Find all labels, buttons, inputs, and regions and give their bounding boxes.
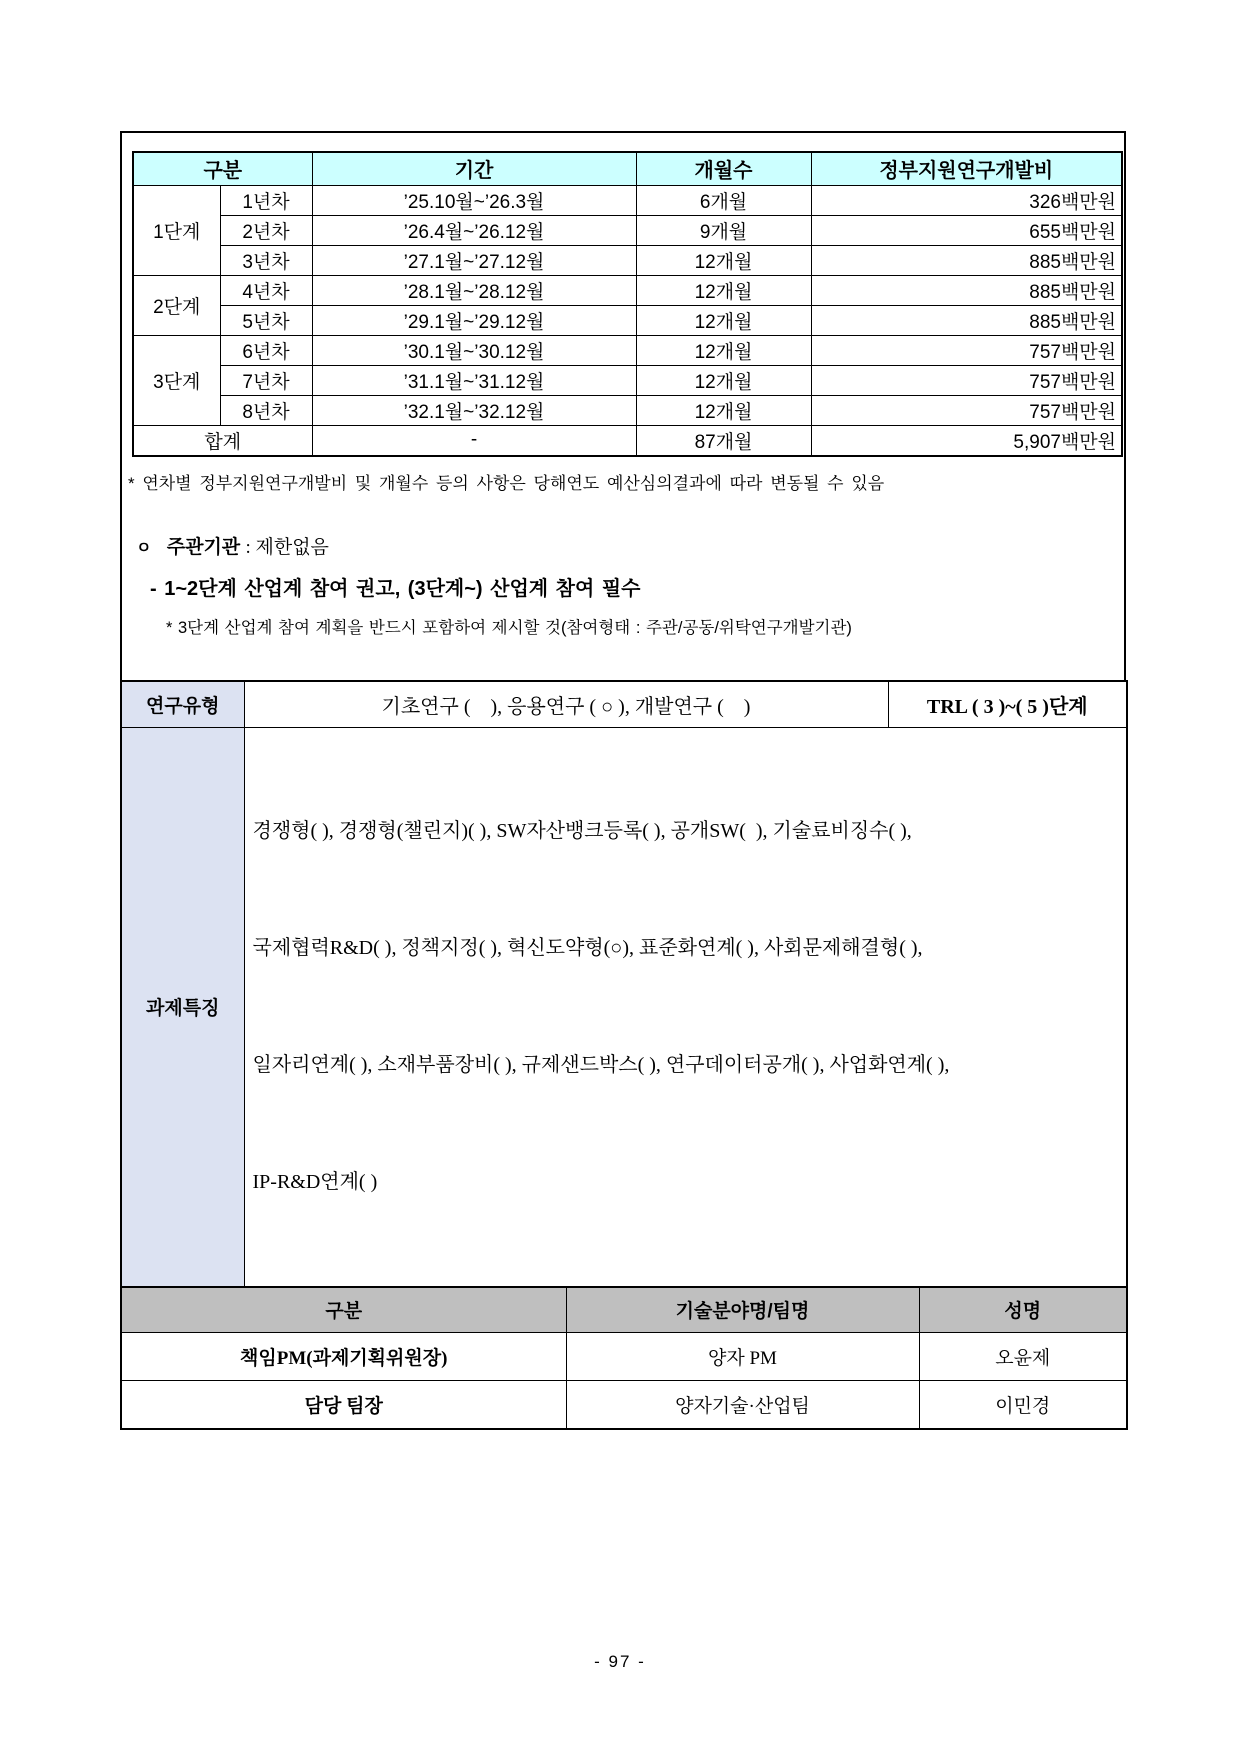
stage-cell: 2단계 (133, 275, 220, 335)
schedule-row (133, 305, 1122, 335)
budget-cell: 885백만원 (811, 245, 1122, 275)
months-cell: 6개월 (636, 185, 811, 215)
schedule-table-note: * 연차별 정부지원연구개발비 및 개월수 등의 사항은 당해연도 예산심의결과에 따라 변동될 수 있음 (128, 474, 885, 493)
staff-role-cell: 담당 팀장 (121, 1381, 566, 1429)
lead-organization-label: 주관기관 (166, 537, 241, 558)
staff-name-cell: 오윤제 (919, 1333, 1127, 1381)
task-features-line: IP-R&D연계( ) (252, 1170, 378, 1193)
months-cell: 9개월 (636, 215, 811, 245)
schedule-header-budget: 정부지원연구개발비 (811, 152, 1122, 185)
task-features-content (244, 727, 1127, 1287)
industry-participation-line: - 1~2단계 산업계 참여 권고, (3단계~) 산업계 참여 필수 (150, 578, 641, 600)
task-features-row (121, 727, 1127, 1287)
year-cell: 7년차 (220, 365, 312, 395)
months-cell: 12개월 (636, 395, 811, 425)
research-type-row (121, 681, 1127, 727)
period-cell: ’28.1월~’28.12월 (312, 275, 636, 305)
period-cell: ’25.10월~’26.3월 (312, 185, 636, 215)
trl-range: TRL ( 3 )~( 5 )단계 (888, 681, 1127, 727)
lead-organization-line (136, 535, 1124, 562)
budget-cell: 885백만원 (811, 305, 1122, 335)
document-content (120, 131, 1126, 1430)
task-features-line: 일자리연계( ), 소재부품장비( ), 규제샌드박스( ), 연구데이터공개( ), 사업화연계( ), (252, 1053, 950, 1076)
total-period-cell: - (312, 425, 636, 456)
schedule-header-period: 기간 (312, 152, 636, 185)
schedule-row (133, 335, 1122, 365)
period-cell: ’31.1월~’31.12월 (312, 365, 636, 395)
months-cell: 12개월 (636, 365, 811, 395)
page-number: - 97 - (594, 1652, 646, 1671)
schedule-row (133, 395, 1122, 425)
period-cell: ’29.1월~’29.12월 (312, 305, 636, 335)
schedule-row (133, 275, 1122, 305)
total-budget-cell: 5,907백만원 (811, 425, 1122, 456)
schedule-row (133, 245, 1122, 275)
schedule-total-row (133, 425, 1122, 456)
research-type-table (120, 680, 1128, 1288)
research-type-options: 기초연구 ( ), 응용연구 ( ○ ), 개발연구 ( ) (244, 681, 888, 727)
months-cell: 12개월 (636, 275, 811, 305)
staff-team-cell: 양자 PM (566, 1333, 919, 1381)
lead-organization-value: : 제한없음 (245, 537, 329, 558)
staff-name-cell: 이민경 (919, 1381, 1127, 1429)
year-cell: 1년차 (220, 185, 312, 215)
task-features-line: 국제협력R&D( ), 정책지정( ), 혁신도약형(○), 표준화연계( ), 사회문제해결형( ), (252, 936, 923, 959)
year-cell: 4년차 (220, 275, 312, 305)
period-cell: ’32.1월~’32.12월 (312, 395, 636, 425)
months-cell: 12개월 (636, 305, 811, 335)
year-cell: 6년차 (220, 335, 312, 365)
task-features-line: 경쟁형( ), 경쟁형(챌린지)( ), SW자산뱅크등록( ), 공개SW( ), 기술료비징수( ), (252, 819, 912, 842)
staff-row (121, 1333, 1127, 1381)
staff-role-cell: 책임PM(과제기획위원장) (121, 1333, 566, 1381)
schedule-row (133, 365, 1122, 395)
staff-row (121, 1381, 1127, 1429)
schedule-row (133, 185, 1122, 215)
year-cell: 8년차 (220, 395, 312, 425)
staff-header-row (121, 1287, 1127, 1333)
budget-cell: 757백만원 (811, 365, 1122, 395)
period-cell: ’30.1월~’30.12월 (312, 335, 636, 365)
budget-cell: 757백만원 (811, 335, 1122, 365)
circle-bullet-icon: ㅇ (136, 540, 152, 557)
budget-cell: 326백만원 (811, 185, 1122, 215)
total-label-cell: 합계 (133, 425, 312, 456)
schedule-table (132, 151, 1123, 457)
stage-cell: 1단계 (133, 185, 220, 275)
staff-header-gubun: 구분 (121, 1287, 566, 1333)
staff-table (120, 1286, 1128, 1430)
schedule-header-gubun: 구분 (133, 152, 312, 185)
year-cell: 3년차 (220, 245, 312, 275)
year-cell: 2년차 (220, 215, 312, 245)
year-cell: 5년차 (220, 305, 312, 335)
schedule-section-box (120, 131, 1126, 682)
months-cell: 12개월 (636, 245, 811, 275)
budget-cell: 655백만원 (811, 215, 1122, 245)
research-type-label: 연구유형 (121, 681, 244, 727)
budget-cell: 885백만원 (811, 275, 1122, 305)
schedule-header-months: 개월수 (636, 152, 811, 185)
task-features-label: 과제특징 (121, 727, 244, 1287)
total-months-cell: 87개월 (636, 425, 811, 456)
period-cell: ’26.4월~’26.12월 (312, 215, 636, 245)
months-cell: 12개월 (636, 335, 811, 365)
budget-cell: 757백만원 (811, 395, 1122, 425)
period-cell: ’27.1월~’27.12월 (312, 245, 636, 275)
industry-participation-note: * 3단계 산업계 참여 계획을 반드시 포함하여 제시할 것(참여형태 : 주관/공동/위탁연구개발기관) (166, 619, 852, 637)
staff-header-name: 성명 (919, 1287, 1127, 1333)
staff-header-team: 기술분야명/팀명 (566, 1287, 919, 1333)
schedule-header-row (133, 152, 1122, 185)
stage-cell: 3단계 (133, 335, 220, 425)
schedule-row (133, 215, 1122, 245)
staff-team-cell: 양자기술·산업팀 (566, 1381, 919, 1429)
